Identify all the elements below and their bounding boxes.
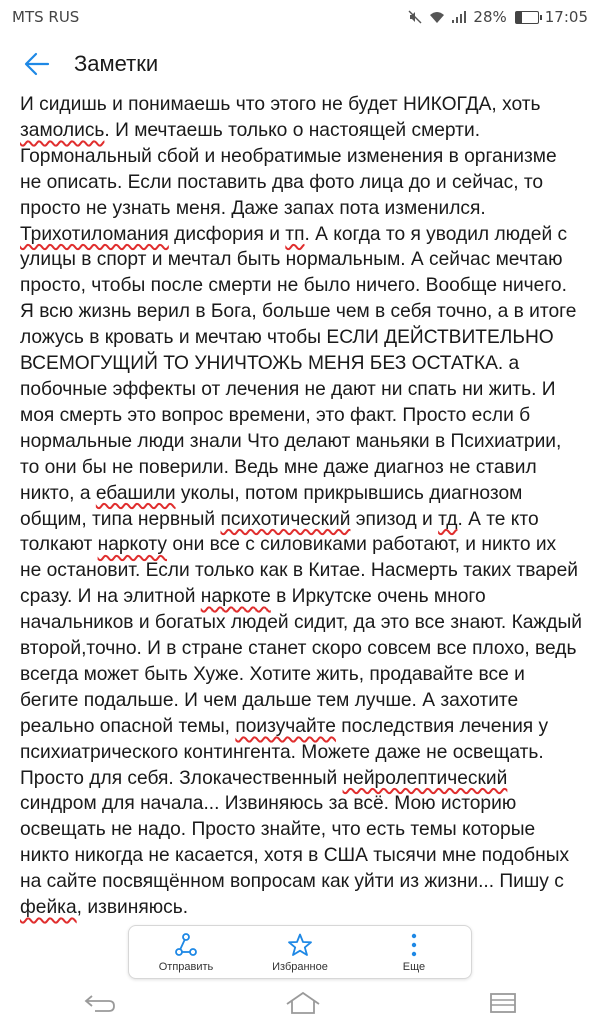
more-vertical-icon — [401, 932, 427, 958]
note-text-segment: последствия лечения у психиатрического контингента. Можете даже не освещать. Просто для себя. Злокачественный — [20, 715, 549, 789]
back-button[interactable] — [0, 34, 74, 94]
arrow-left-icon — [23, 50, 51, 78]
clock: 17:05 — [544, 8, 588, 26]
misspelled-word: наркоте — [200, 586, 271, 608]
send-label: Отправить — [158, 960, 214, 973]
note-text-segment: . А когда то я уводил людей с улицы в спорт и мечтал быть нормальным. А сейчас мечтаю просто, чтобы после смерти не было ничего. Вообще ничего. Я всю жизнь верил в Бога, больше чем в себя точно, а в итоге ложусь в кровать и мечтаю чтобы ЕСЛИ ДЕЙСТВИТЕЛЬНО ВСЕМОГУЩИЙ ТО УНИЧТОЖЬ МЕНЯ БЕЗ ОСТАТКА. а побочные эффекты от лечения не дают ни спать ни жить. И моя смерть это вопрос времени, это факт. Просто если б нормальные люди знали Что делают маньяки в Психиатрии, то они бы не поверили. Ведь мне даже диагноз не ставил никто, а — [20, 223, 577, 504]
note-text-segment: . И мечтаешь только о настоящей смерти. Гормональный сбой и необратимые изменения в организме не описать. Если поставить два фото лица до и сейчас, то просто не узнать меня. Даже запах пота изменился. — [20, 119, 557, 219]
home-nav-icon — [283, 991, 323, 1015]
favorite-button[interactable] — [245, 932, 355, 973]
wifi-icon — [429, 10, 445, 24]
misspelled-word: фейка — [20, 897, 77, 919]
note-text[interactable] — [20, 92, 582, 924]
note-text-segment: И сидишь и понимаешь что этого не будет НИКОГДА, хоть — [20, 94, 541, 115]
battery-percent: 28% — [473, 8, 507, 26]
note-text-segment: они все с силовиками работают, и никто их не остановит. Если только как в Китае. Насмерть таких тварей сразу. И на элитной — [20, 534, 578, 608]
star-icon — [287, 932, 313, 958]
note-text-segment: синдром для начала... Извиняюсь за всё. Мою историю освещать не надо. Просто знайте, что есть темы которые никто никогда не касается, хотя в США тысячи мне подобных на сайте посвящённом вопросам как уйти из жизни... Пишу с — [20, 793, 570, 893]
note-text-segment: уколы, потом прикрывшись диагнозом общим, типа нервный — [20, 482, 523, 530]
signal-icon — [451, 10, 467, 24]
misspelled-word: наркоту — [97, 534, 167, 556]
favorite-label: Избранное — [272, 960, 328, 973]
page-title: Заметки — [74, 51, 159, 76]
nav-home-button[interactable] — [283, 991, 323, 1019]
mute-icon — [407, 9, 423, 25]
share-icon — [173, 932, 199, 958]
misspelled-word: замолись — [20, 119, 105, 141]
note-action-bar — [128, 925, 472, 979]
battery-icon — [515, 11, 539, 24]
misspelled-word: тд — [438, 508, 458, 530]
app-bar — [0, 34, 600, 94]
back-nav-icon — [83, 992, 117, 1014]
nav-back-button[interactable] — [83, 992, 117, 1018]
recents-nav-icon — [489, 992, 517, 1014]
misspelled-word: психотический — [220, 508, 351, 530]
misspelled-word: поизучайте — [235, 715, 336, 737]
note-text-segment: дисфория и — [168, 223, 286, 245]
status-bar — [0, 0, 600, 34]
send-button[interactable] — [131, 932, 241, 973]
note-text-segment: . А те кто толкают — [20, 508, 539, 556]
status-icons — [407, 8, 588, 26]
note-text-segment: , извиняюсь. — [76, 897, 189, 919]
carrier-label: MTS RUS — [12, 8, 80, 26]
note-text-segment: эпизод и — [350, 508, 439, 530]
nav-recents-button[interactable] — [489, 992, 517, 1018]
more-label: Еще — [402, 960, 426, 973]
misspelled-word: нейролептический — [342, 767, 508, 789]
more-button[interactable] — [359, 932, 469, 973]
note-text-segment: в Иркутске очень много начальников и богатых людей сидит, да это все знают. Каждый второй,точно. И в стране станет скоро совсем все плохо, ведь всегда может быть Хуже. Хотите жить, продавайте все и бегите подальше. И чем дальше тем лучше. А захотите реально опасной темы, — [20, 586, 582, 737]
misspelled-word: ебашили — [95, 482, 176, 504]
misspelled-word: тп — [285, 223, 305, 245]
misspelled-word: Трихотиломания — [20, 223, 169, 245]
system-nav-bar — [0, 985, 600, 1024]
